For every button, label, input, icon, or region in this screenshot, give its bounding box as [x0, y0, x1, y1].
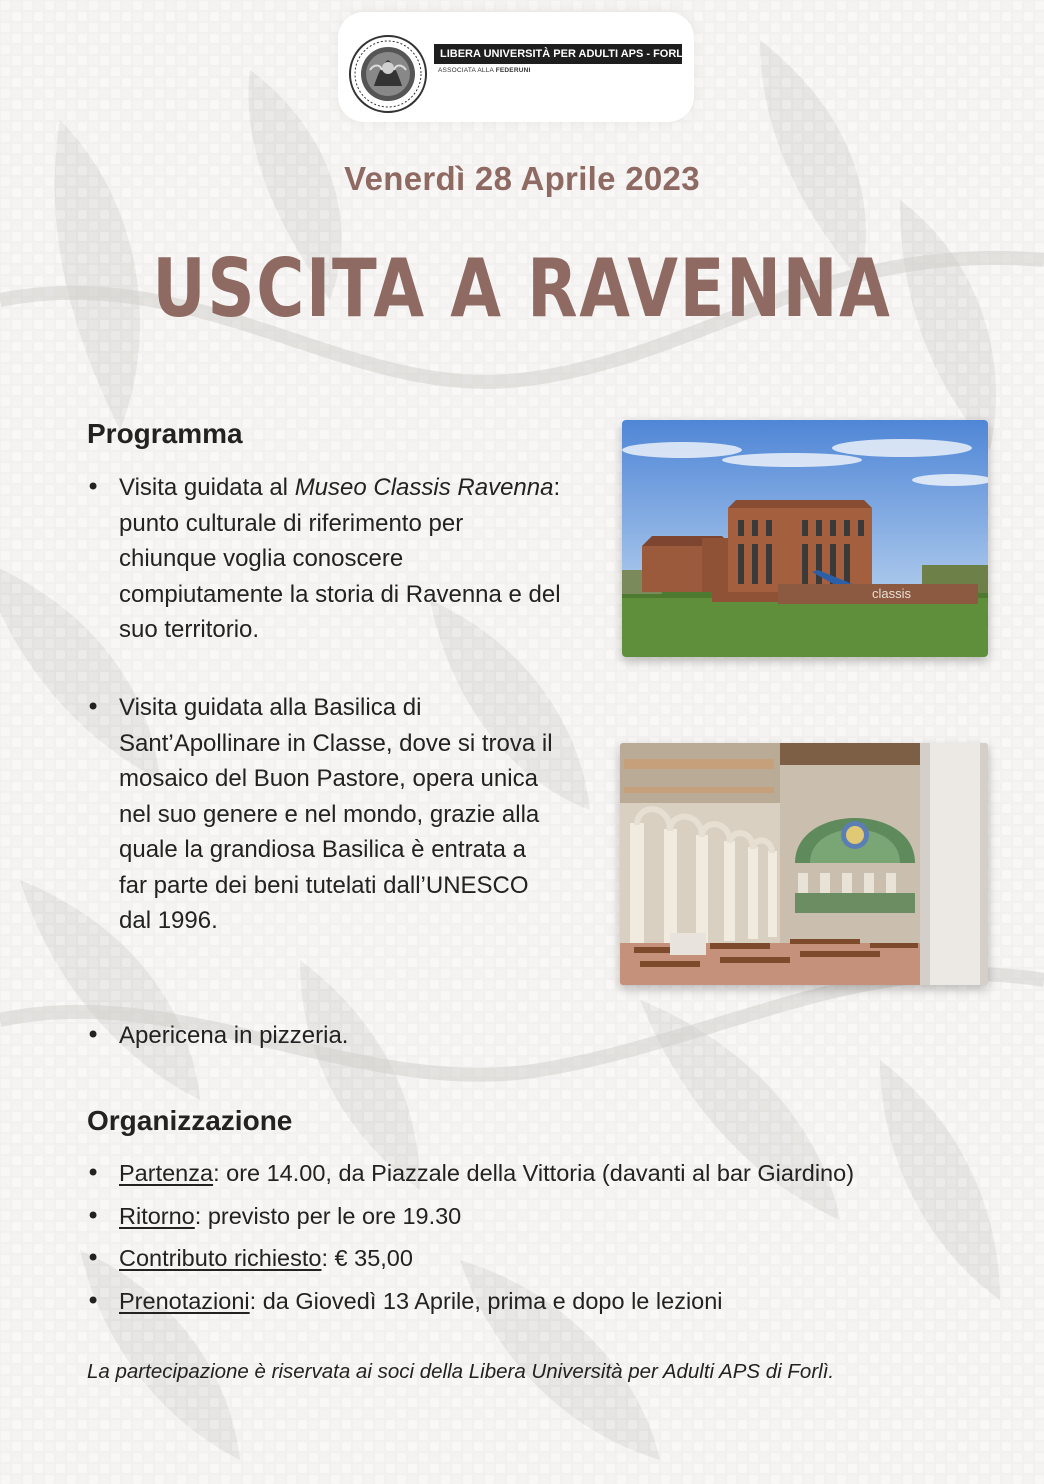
- programma-item-1-before: Visita guidata al: [119, 474, 295, 501]
- org-item-contributo: [119, 1242, 413, 1274]
- org-item-prenotazioni: [119, 1285, 723, 1317]
- org-value-contributo: : € 35,00: [321, 1245, 413, 1271]
- org-item-ritorno: [119, 1200, 461, 1232]
- bullet-3: •: [86, 1021, 101, 1049]
- org-label-prenotazioni: Prenotazioni: [119, 1288, 250, 1314]
- bullet-org-2: •: [86, 1202, 101, 1230]
- org-value-partenza: : ore 14.00, da Piazzale della Vittoria (davanti al bar Giardino): [213, 1160, 855, 1186]
- logo-subtitle: [438, 67, 531, 74]
- bullet-2: •: [86, 693, 101, 721]
- logo-box: [338, 12, 694, 122]
- university-seal-icon: [348, 34, 428, 114]
- page-title: USCITA A RAVENNA: [152, 242, 892, 335]
- event-date: Venerdì 28 Aprile 2023: [344, 160, 700, 197]
- organizzazione-heading: Organizzazione: [87, 1105, 293, 1136]
- bullet-1: •: [86, 473, 101, 501]
- programma-item-1: [119, 470, 564, 648]
- museum-classis-photo: [622, 420, 988, 657]
- museum-sign-text: classis: [872, 586, 912, 601]
- org-label-contributo: Contributo richiesto: [119, 1245, 322, 1271]
- org-item-partenza: [119, 1157, 854, 1189]
- programma-item-1-italic: Museo Classis Ravenna: [294, 474, 554, 501]
- bullet-org-1: •: [86, 1159, 101, 1187]
- org-label-ritorno: Ritorno: [119, 1203, 195, 1229]
- programma-heading: Programma: [87, 418, 243, 449]
- logo-university-name: LIBERA UNIVERSITÀ PER ADULTI APS - FORLÌ: [434, 44, 682, 64]
- logo-sub-brand: FEDERUNI: [495, 67, 531, 74]
- bullet-org-4: •: [86, 1287, 101, 1315]
- programma-item-3: Apericena in pizzeria.: [119, 1022, 349, 1049]
- footer-note: La partecipazione è riservata ai soci della Libera Università per Adulti APS di Forlì.: [87, 1360, 835, 1383]
- org-value-prenotazioni: : da Giovedì 13 Aprile, prima e dopo le lezioni: [249, 1288, 723, 1314]
- basilica-interior-photo: [620, 743, 988, 985]
- org-label-partenza: Partenza: [119, 1160, 214, 1186]
- logo-sub-prefix: ASSOCIATA ALLA: [438, 67, 494, 74]
- programma-item-2: Visita guidata alla Basilica di Sant’Apollinare in Classe, dove si trova il mosaico del Buon Pastore, opera unica nel suo genere e nel mondo, grazie alla quale la grandiosa Basilica è entrata a far parte dei beni tutelati dall’UNESCO dal 1996.: [119, 694, 553, 934]
- programma-item-1-after: : punto culturale di riferimento per chiunque voglia conoscere compiutamente la storia di Ravenna e del suo territorio.: [119, 474, 561, 643]
- org-value-ritorno: : previsto per le ore 19.30: [194, 1203, 462, 1229]
- bullet-org-3: •: [86, 1244, 101, 1272]
